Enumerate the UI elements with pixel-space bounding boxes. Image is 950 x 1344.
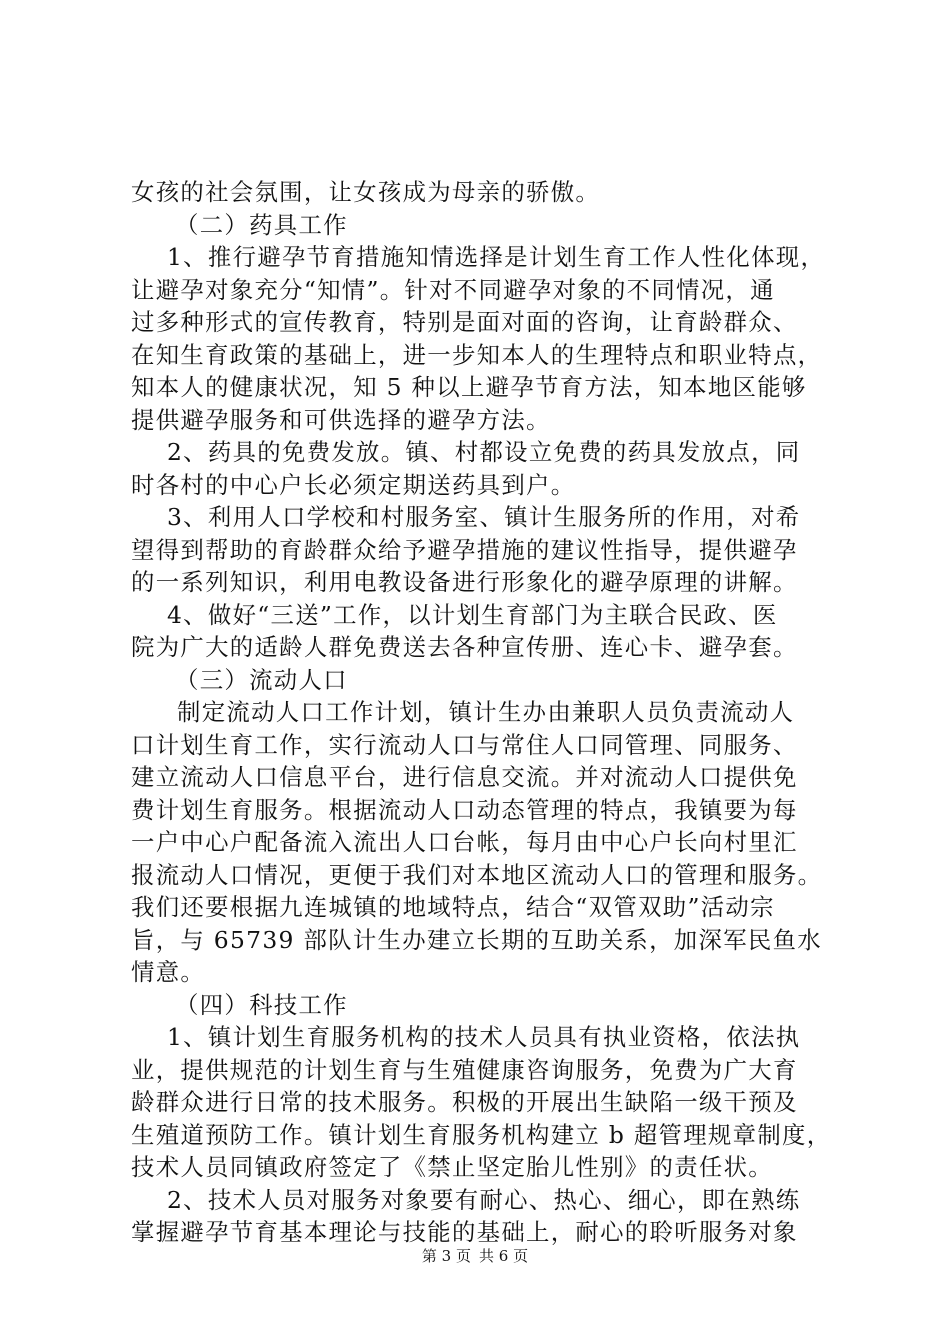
paragraph-line: 4、做好“三送”工作，以计划生育部门为主联合民政、医 [167,600,778,629]
paragraph-line: 知本人的健康状况，知 5 种以上避孕节育方法，知本地区能够 [131,373,807,401]
paragraph-line: 的一系列知识，利用电教设备进行形象化的避孕原理的讲解。 [131,568,798,596]
section-heading: （四）科技工作 [175,990,348,1019]
document-body [131,176,831,1249]
paragraph-line: 制定流动人口工作计划，镇计生办由兼职人员负责流动人 [177,698,795,726]
paragraph-line: 让避孕对象充分“知情”。针对不同避孕对象的不同情况，通 [131,275,775,304]
paragraph-line: 在知生育政策的基础上，进一步知本人的生理特点和职业特点， [131,340,823,369]
section-heading: （三）流动人口 [175,665,348,694]
section-heading: （二）药具工作 [175,210,348,239]
paragraph-line: 我们还要根据九连城镇的地域特点，结合“双管双助”活动宗 [131,893,775,921]
paragraph-line: 生殖道预防工作。镇计划生育服务机构建立 b 超管理规章制度， [131,1120,832,1149]
paragraph-line: 2、药具的免费发放。镇、村都设立免费的药具发放点，同 [167,438,801,466]
paragraph-line: 提供避孕服务和可供选择的避孕方法。 [131,405,551,434]
paragraph-line: 龄群众进行日常的技术服务。积极的开展出生缺陷一级干预及 [131,1088,798,1116]
paragraph-line: 女孩的社会氛围，让女孩成为母亲的骄傲。 [131,178,601,206]
paragraph-line: 院为广大的适龄人群免费送去各种宣传册、连心卡、避孕套。 [131,633,798,661]
paragraph-line: 口计划生育工作，实行流动人口与常住人口同管理、同服务、 [131,730,798,759]
paragraph-line: 报流动人口情况，更便于我们对本地区流动人口的管理和服务。 [131,860,823,889]
paragraph-line: 一户中心户配备流入流出人口台帐，每月由中心户长向村里汇 [131,828,798,856]
paragraph-line: 旨，与 65739 部队计生办建立长期的互助关系，加深军民鱼水 [131,925,822,954]
paragraph-line: 业，提供规范的计划生育与生殖健康咨询服务，免费为广大育 [131,1055,798,1084]
paragraph-line: 1、镇计划生育服务机构的技术人员具有执业资格，依法执 [167,1023,801,1051]
page-number: 第 3 页 [421,1247,471,1265]
paragraph-line: 2、技术人员对服务对象要有耐心、热心、细心，即在熟练 [167,1185,801,1214]
paragraph-line: 1、推行避孕节育措施知情选择是计划生育工作人性化体现， [167,243,826,271]
paragraph-line: 情意。 [131,958,206,986]
page-footer [0,1245,950,1266]
page-total: 共 6 页 [479,1247,529,1265]
paragraph-line: 掌握避孕节育基本理论与技能的基础上，耐心的聆听服务对象 [131,1218,798,1246]
paragraph-line: 时各村的中心户长必须定期送药具到户。 [131,470,576,499]
paragraph-line: 建立流动人口信息平台，进行信息交流。并对流动人口提供免 [131,763,798,791]
paragraph-line: 技术人员同镇政府签定了《禁止坚定胎儿性别》的责任状。 [131,1153,773,1181]
paragraph-line: 费计划生育服务。根据流动人口动态管理的特点，我镇要为每 [131,795,798,824]
paragraph-line: 过多种形式的宣传教育，特别是面对面的咨询，让育龄群众、 [131,308,798,336]
paragraph-line: 望得到帮助的育龄群众给予避孕措施的建议性指导，提供避孕 [131,535,798,564]
paragraph-line: 3、利用人口学校和村服务室、镇计生服务所的作用，对希 [167,503,801,531]
